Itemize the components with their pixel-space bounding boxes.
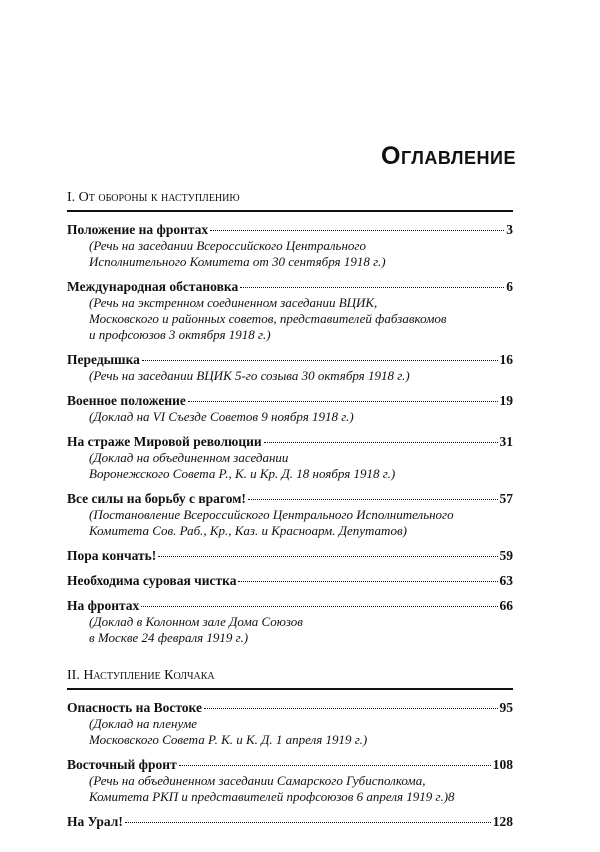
- table-of-contents: [67, 190, 513, 852]
- dot-leader: [158, 556, 497, 557]
- dot-leader: [125, 822, 491, 823]
- entry-note: [89, 716, 513, 748]
- toc-entry[interactable]: [67, 573, 513, 589]
- note-line: (Доклад на объединенном заседании: [89, 450, 289, 465]
- entry-title: На Урал!: [67, 814, 123, 829]
- dot-leader: [141, 606, 497, 607]
- dot-leader: [142, 360, 498, 361]
- entry-title: Все силы на борьбу с врагом!: [67, 491, 246, 506]
- toc-entry[interactable]: [67, 757, 513, 805]
- entry-title: Положение на фронтах: [67, 222, 209, 237]
- toc-entry-line: [67, 598, 513, 614]
- entry-title: На фронтах: [67, 598, 140, 613]
- toc-entry[interactable]: [67, 598, 513, 646]
- entry-note: [89, 238, 513, 270]
- entry-page-number: 6: [506, 279, 513, 294]
- dot-leader: [179, 765, 491, 766]
- entry-title: На страже Мировой революции: [67, 434, 262, 449]
- toc-entry-line: [67, 700, 513, 716]
- note-line: и профсоюзов 3 октября 1918 г.): [89, 327, 271, 342]
- entry-note: [89, 295, 513, 343]
- note-line: (Доклад в Колонном зале Дома Союзов: [89, 614, 303, 629]
- toc-entry-line: [67, 393, 513, 409]
- entry-title: Необходима суровая чистка: [67, 573, 237, 588]
- note-line: Комитета РКП и представителей профсоюзов 6 апреля 1919 г.)8: [89, 789, 455, 804]
- note-line: (Доклад на пленуме: [89, 716, 198, 731]
- note-line: Московского Совета Р. К. и К. Д. 1 апреля 1919 г.): [89, 732, 368, 747]
- toc-entry[interactable]: [67, 700, 513, 748]
- entry-page-number: 63: [499, 573, 513, 588]
- section-heading: II. Наступление Колчака: [67, 668, 513, 690]
- toc-entry[interactable]: [67, 491, 513, 539]
- note-line: (Постановление Всероссийского Центрального Исполнительного: [89, 507, 454, 522]
- entry-note: [89, 409, 513, 425]
- note-line: (Доклад на VI Съезде Советов 9 ноября 1918 г.): [89, 409, 354, 424]
- entry-title: Международная обстановка: [67, 279, 239, 294]
- dot-leader: [264, 442, 498, 443]
- toc-entry-line: [67, 573, 513, 589]
- entry-page-number: 31: [499, 434, 513, 449]
- entry-page-number: 16: [499, 352, 513, 367]
- dot-leader: [248, 499, 498, 500]
- entry-title: Пора кончать!: [67, 548, 157, 563]
- note-line: (Речь на заседании Всероссийского Центрального: [89, 238, 366, 253]
- toc-entry-line: [67, 814, 513, 830]
- toc-entry-line: [67, 352, 513, 368]
- note-line: Воронежского Совета Р., К. и Кр. Д. 18 ноября 1918 г.): [89, 466, 396, 481]
- toc-entry-line: [67, 279, 513, 295]
- toc-entry[interactable]: [67, 814, 513, 830]
- entry-title: Военное положение: [67, 393, 186, 408]
- entry-note: [89, 507, 513, 539]
- toc-entry-line: [67, 434, 513, 450]
- dot-leader: [238, 581, 497, 582]
- section-heading: I. От обороны к наступлению: [67, 190, 513, 212]
- entry-title: Передышка: [67, 352, 140, 367]
- entry-page-number: 59: [499, 548, 513, 563]
- entry-page-number: 66: [499, 598, 513, 613]
- toc-entry[interactable]: [67, 548, 513, 564]
- note-line: Комитета Сов. Раб., Кр., Каз. и Красноарм. Депутатов): [89, 523, 407, 538]
- entry-page-number: 3: [506, 222, 513, 237]
- dot-leader: [204, 708, 498, 709]
- toc-entry[interactable]: [67, 352, 513, 384]
- toc-section: [67, 668, 513, 830]
- entry-page-number: 95: [499, 700, 513, 715]
- toc-entry[interactable]: [67, 222, 513, 270]
- toc-entry-line: [67, 222, 513, 238]
- note-line: в Москве 24 февраля 1919 г.): [89, 630, 249, 645]
- note-line: Исполнительного Комитета от 30 сентября 1918 г.): [89, 254, 386, 269]
- page-title: Оглавление: [381, 142, 516, 170]
- entry-note: [89, 614, 513, 646]
- note-line: Московского и районных советов, представителей фабзавкомов: [89, 311, 447, 326]
- toc-section: [67, 190, 513, 646]
- toc-entry-line: [67, 548, 513, 564]
- entry-note: [89, 773, 513, 805]
- toc-entry[interactable]: [67, 393, 513, 425]
- entry-title: Восточный фронт: [67, 757, 177, 772]
- entry-note: [89, 368, 513, 384]
- entry-page-number: 57: [499, 491, 513, 506]
- entry-page-number: 108: [492, 757, 513, 772]
- toc-entry-line: [67, 491, 513, 507]
- note-line: (Речь на объединенном заседании Самарского Губисполкома,: [89, 773, 426, 788]
- dot-leader: [240, 287, 504, 288]
- entry-note: [89, 450, 513, 482]
- dot-leader: [188, 401, 498, 402]
- toc-entry[interactable]: [67, 434, 513, 482]
- note-line: (Речь на заседании ВЦИК 5-го созыва 30 октября 1918 г.): [89, 368, 410, 383]
- toc-entry[interactable]: [67, 279, 513, 343]
- entry-page-number: 19: [499, 393, 513, 408]
- entry-page-number: 128: [492, 814, 513, 829]
- note-line: (Речь на экстренном соединенном заседании ВЦИК,: [89, 295, 378, 310]
- dot-leader: [210, 230, 504, 231]
- entry-title: Опасность на Востоке: [67, 700, 202, 715]
- toc-entry-line: [67, 757, 513, 773]
